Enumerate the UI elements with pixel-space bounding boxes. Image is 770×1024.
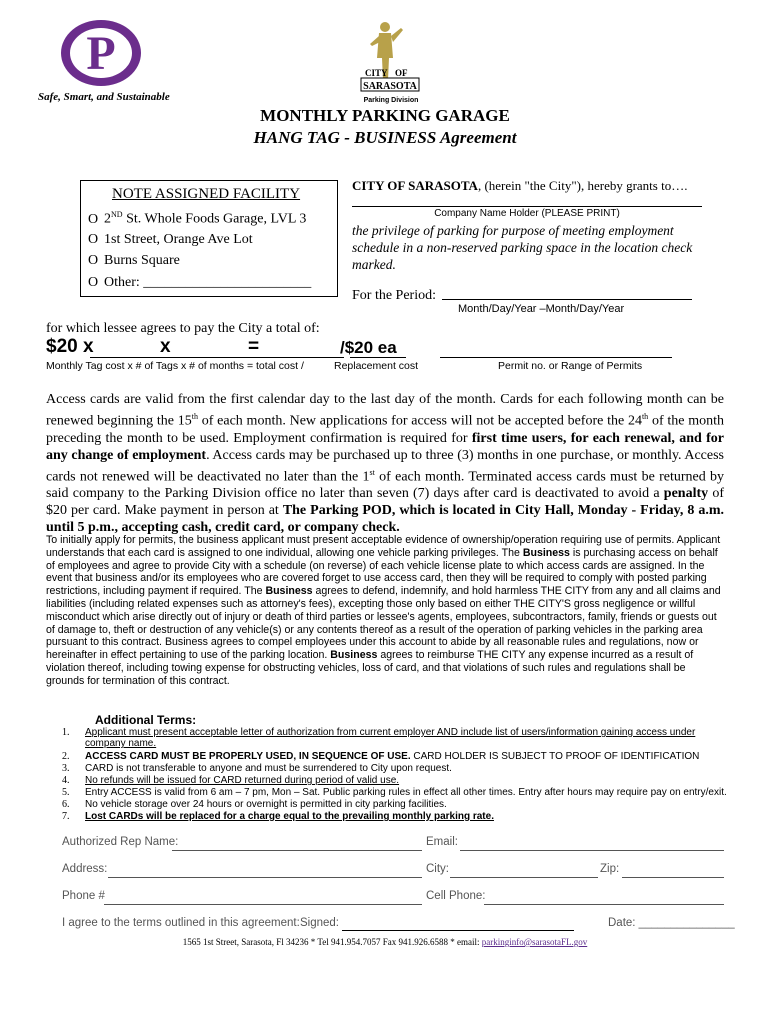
tag-cost: $20 x	[46, 336, 94, 357]
term-item: 5. Entry ACCESS is valid from 6 am – 7 pm, Mon – Sat. Public parking rules in effect all other times. Entry after hours may require pay on entry/exit.	[62, 787, 727, 798]
cell-label: Cell Phone:	[426, 890, 486, 902]
permit-label: Permit no. or Range of Permits	[498, 360, 643, 372]
privilege-text: the privilege of parking for purpose of meeting employment schedule in a non-reserved parking space in the location check marked.	[352, 223, 693, 272]
svg-text:CITY: CITY	[365, 68, 388, 78]
company-name-label: Company Name Holder (PLEASE PRINT)	[434, 208, 620, 219]
signed-label: Signed:	[300, 917, 340, 929]
times-sign: x	[160, 336, 171, 357]
svg-text:SARASOTA: SARASOTA	[363, 81, 417, 92]
period-format: Month/Day/Year –Month/Day/Year	[458, 303, 625, 315]
term-item: 3. CARD is not transferable to anyone and must be surrendered to City upon request.	[62, 763, 452, 774]
phone-label: Phone #	[62, 890, 105, 902]
business-liability-terms: To initially apply for permits, the business applicant must present acceptable evidence of ownership/operation requiring use of permits. Applicant understands that each card is assigned to one individual, allowing one vehicle parking privileges. The Business is purchasing access on behalf of employees and agree to provide City with a schedule (on reverse) of each vehicle license plate to which access cards are assigned. In the event that business and/or its employees who are covered forget to use access card, then they will be required to comply with posted parking restrictions, including payment if required. The Business agrees to defend, indemnify, and hold harmless THE CITY from any and all claims and liabilities (including related expenses such as attorney's fees), excepting those only based on either THE CITY'S gross negligence or willful misconduct which arise directly out of injury or death of third parties or lessee's agents, employees, subcontractors, family, friends or guests out of damage to, theft or destruction of any vehicle(s) or any contents thereof as a result of the operation of parking vehicles in the parking area pursuant to this contract. Business agrees to compel employees under this account to abide by all reasonable rules and regulations, now or hereinafter in effect pertaining to use of the parking location. Business agrees to reimburse THE CITY any expense incurred as a result of violation thereof, including towing expense for obstructing vehicles, loss of card, and that violations of such rules and regulations shall be grounds for termination of this contract.	[46, 534, 721, 687]
svg-text:P: P	[86, 27, 116, 80]
document-title: MONTHLY PARKING GARAGE	[260, 106, 510, 125]
period-field[interactable]	[442, 299, 692, 300]
document-subtitle: HANG TAG - BUSINESS Agreement	[253, 128, 517, 147]
company-name-field[interactable]	[352, 205, 702, 207]
facility-option-burns-square[interactable]: O Burns Square	[88, 253, 180, 268]
term-item: 2. ACCESS CARD MUST BE PROPERLY USED, IN SEQUENCE OF USE. CARD HOLDER IS SUBJECT TO PROOF OF IDENTIFICATION	[62, 751, 700, 762]
period-label: For the Period:	[352, 288, 436, 303]
footer-contact: 1565 1st Street, Sarasota, Fl 34236 * Tel 941.954.7057 Fax 941.926.6588 * email: parkinginfo@sarasotaFL.gov	[182, 937, 588, 947]
facility-option-other[interactable]: O Other: ________________________	[88, 275, 312, 290]
parking-p-logo	[58, 18, 144, 88]
access-card-terms: Access cards are valid from the first calendar day to the last day of the month. Cards for each following month can be renewed beginning the 15th of each month. New applications for access will not be accepted before the 24th of the month preceding the month to be used. Employment confirmation is required for first time users, for each renewal, and for any change of employment. Access cards may be purchased up to three (3) months in one purchase, or monthly. Access cards not renewed will be deactivated no later than the 1st of each month. Terminated access cards must be returned by said company to the Parking Division office no later than seven (7) days after card is deactivated to avoid a penalty of $20 per card. Make payment in person at The Parking POD, which is located in City Hall, Monday - Friday, 8 a.m. until 5 p.m., accepting cash, credit card, or company check.	[46, 392, 725, 536]
cost-entry-line[interactable]	[90, 357, 344, 358]
city-of-sarasota-logo	[355, 18, 427, 104]
cost-formula-label: Monthly Tag cost x # of Tags x # of months = total cost /	[46, 360, 304, 372]
city-input[interactable]	[450, 876, 598, 878]
signature-input[interactable]	[342, 929, 574, 931]
rep-name-input[interactable]	[172, 849, 422, 851]
email-input[interactable]	[460, 849, 724, 851]
city-label: City:	[426, 863, 449, 875]
address-input[interactable]	[108, 876, 422, 878]
svg-text:Parking Division: Parking Division	[363, 97, 419, 104]
term-item: 6. No vehicle storage over 24 hours or overnight is permitted in city parking facilities.	[62, 799, 447, 810]
replacement-label: Replacement cost	[334, 360, 419, 372]
cell-input[interactable]	[484, 903, 724, 905]
svg-text:OF: OF	[395, 68, 408, 78]
term-item: 4. No refunds will be issued for CARD returned during period of valid use.	[62, 775, 400, 786]
rep-name-label: Authorized Rep Name:	[62, 836, 179, 848]
zip-label: Zip:	[600, 863, 620, 875]
tagline: Safe, Smart, and Sustainable	[38, 91, 170, 103]
facility-title: NOTE ASSIGNED FACILITY	[112, 186, 301, 202]
additional-terms-title: Additional Terms:	[95, 713, 197, 727]
term-item: 7. Lost CARDs will be replaced for a charge equal to the prevailing monthly parking rate.	[62, 811, 494, 822]
email-label: Email:	[426, 836, 458, 848]
phone-input[interactable]	[104, 903, 422, 905]
zip-input[interactable]	[622, 876, 724, 878]
date-field[interactable]: Date: _______________	[608, 917, 735, 929]
agree-text: I agree to the terms outlined in this agreement:	[62, 917, 300, 929]
footer-email-link[interactable]: parkinginfo@sarasotaFL.gov	[481, 937, 588, 947]
address-label: Address:	[62, 863, 108, 875]
facility-option-1st-street[interactable]: O 1st Street, Orange Ave Lot	[88, 232, 253, 247]
replacement-line	[350, 357, 406, 358]
permit-field[interactable]	[440, 357, 672, 358]
equals-sign: =	[248, 336, 260, 357]
facility-option-2nd-street[interactable]: O 2ND St. Whole Foods Garage, LVL 3	[88, 210, 307, 227]
replacement-fee: /$20 ea	[340, 338, 397, 357]
term-item: 1. Applicant must present acceptable letter of authorization from current employer AND include list of users/information gaining access under company name.	[62, 727, 696, 749]
lessee-text: for which lessee agrees to pay the City a total of:	[46, 321, 320, 336]
grant-statement: CITY OF SARASOTA, (herein "the City"), hereby grants to….	[352, 178, 688, 193]
